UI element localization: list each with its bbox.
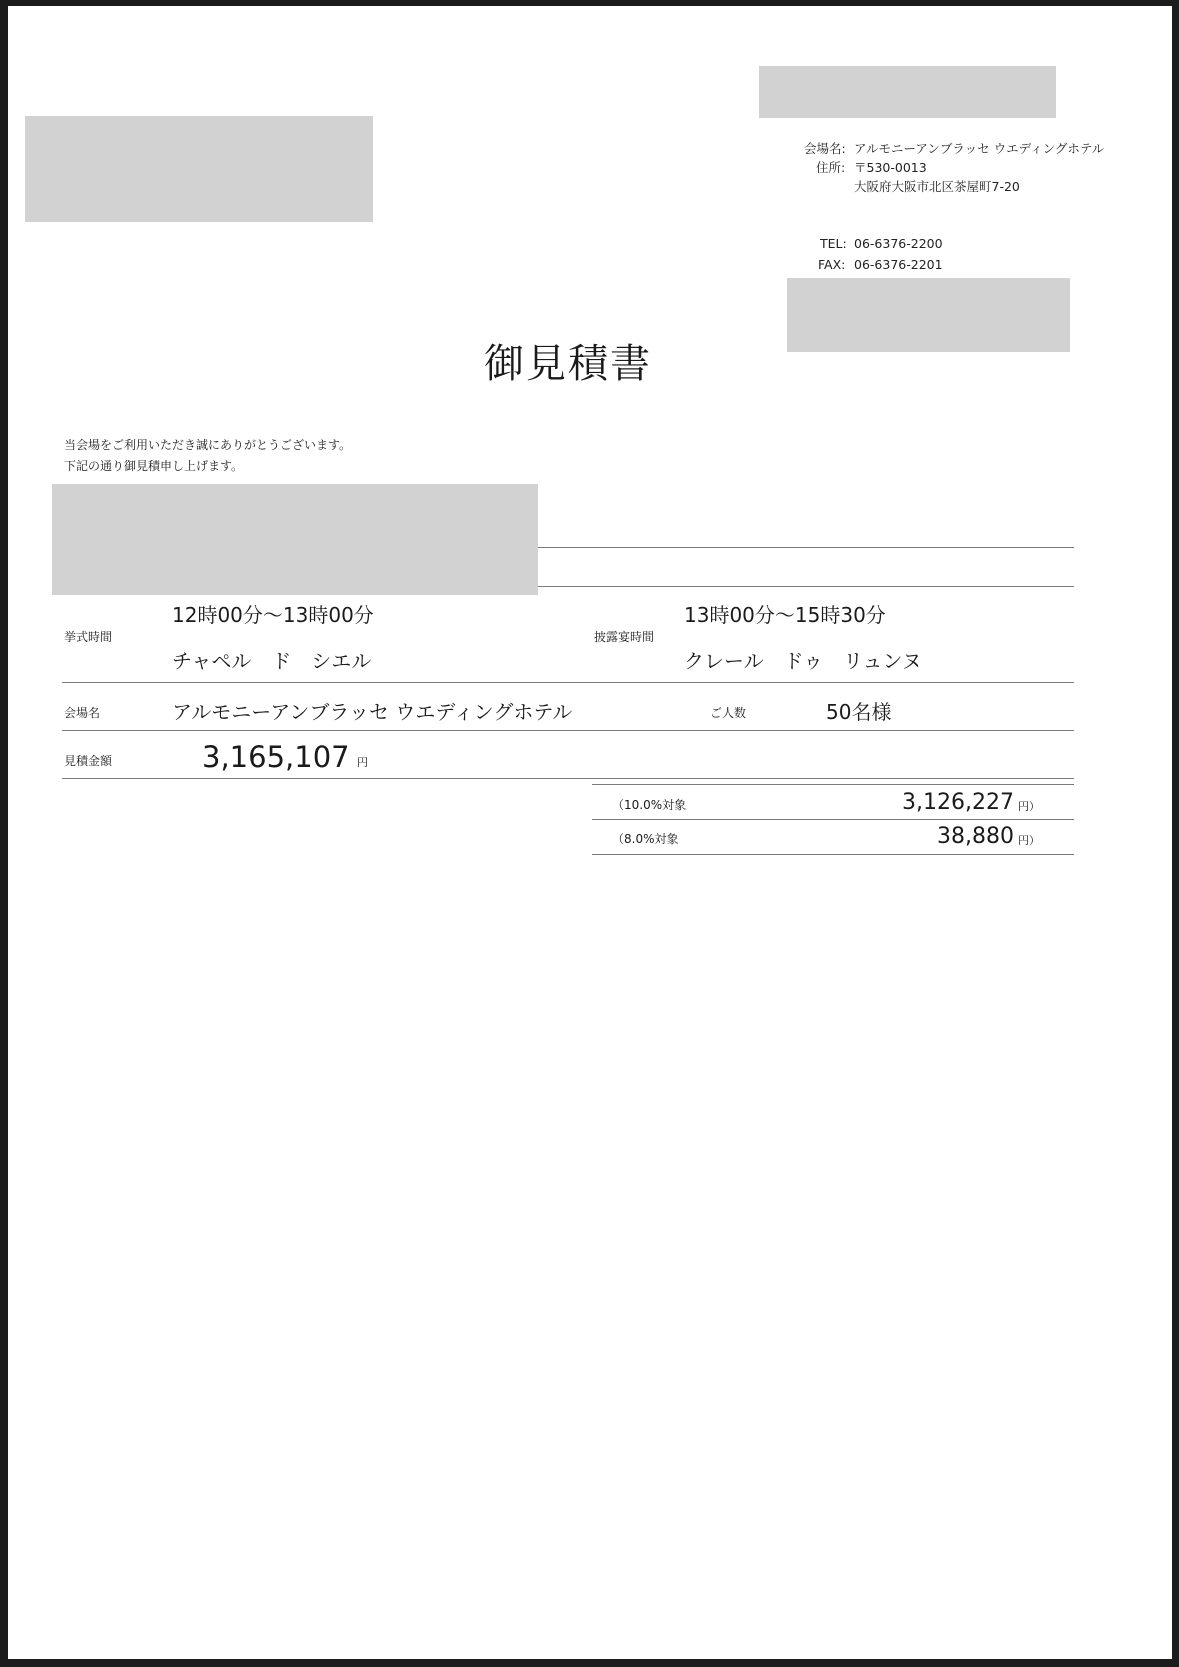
greeting-line-2: 下記の通り御見積申し上げます。 <box>64 459 244 473</box>
redacted-block-recipient <box>52 484 538 595</box>
tax-10-label: （10.0%対象 <box>612 798 687 812</box>
row-divider-2 <box>62 730 1074 731</box>
reception-place: クレール ドゥ リュンヌ <box>684 649 922 673</box>
venue-name-label: 会場名 <box>64 706 101 720</box>
tax-table-bottom-line <box>592 854 1074 855</box>
header-address-label: 住所: <box>816 160 846 175</box>
reception-time: 13時00分～15時30分 <box>684 603 886 627</box>
header-postal: 〒530-0013 <box>854 160 927 175</box>
ceremony-time-label: 挙式時間 <box>64 630 113 644</box>
redacted-block-top-right <box>759 66 1056 118</box>
estimate-amount: 3,165,107 <box>202 740 350 774</box>
estimate-amount-unit: 円 <box>357 756 368 769</box>
tax-table-top-line <box>592 784 1074 785</box>
tax-10-value: 3,126,227 <box>902 790 1014 815</box>
header-address: 大阪府大阪市北区茶屋町7-20 <box>854 179 1020 194</box>
reception-time-label: 披露宴時間 <box>594 630 655 644</box>
ceremony-time: 12時00分～13時00分 <box>172 603 374 627</box>
tax-8-value: 38,880 <box>937 824 1014 849</box>
venue-name: アルモニーアンブラッセ ウエディングホテル <box>172 700 573 724</box>
header-tel-label: TEL: <box>820 236 847 251</box>
recipient-line-2 <box>538 586 1074 587</box>
tax-10-unit: 円） <box>1018 800 1040 813</box>
recipient-line-1 <box>538 547 1074 548</box>
tax-table-middle-line <box>592 819 1074 820</box>
header-venue-value: アルモニーアンブラッセ ウエディングホテル <box>854 141 1105 156</box>
header-tel: 06-6376-2200 <box>854 236 943 251</box>
row-divider-1 <box>62 682 1074 683</box>
ceremony-place: チャペル ド シエル <box>172 649 372 673</box>
redacted-block-left <box>25 116 373 222</box>
estimate-amount-label: 見積金額 <box>64 754 113 768</box>
estimate-document <box>8 6 1172 1659</box>
document-title: 御見積書 <box>484 341 652 387</box>
greeting-line-1: 当会場をご利用いただき誠にありがとうございます。 <box>64 438 352 452</box>
row-divider-3 <box>62 778 1074 779</box>
header-fax: 06-6376-2201 <box>854 257 943 272</box>
tax-8-label: （8.0%対象 <box>612 832 679 846</box>
guest-count-label: ご人数 <box>710 706 747 720</box>
tax-8-unit: 円） <box>1018 834 1040 847</box>
header-venue-label: 会場名: <box>804 141 846 156</box>
guest-count: 50名様 <box>826 700 892 724</box>
header-fax-label: FAX: <box>818 257 846 272</box>
